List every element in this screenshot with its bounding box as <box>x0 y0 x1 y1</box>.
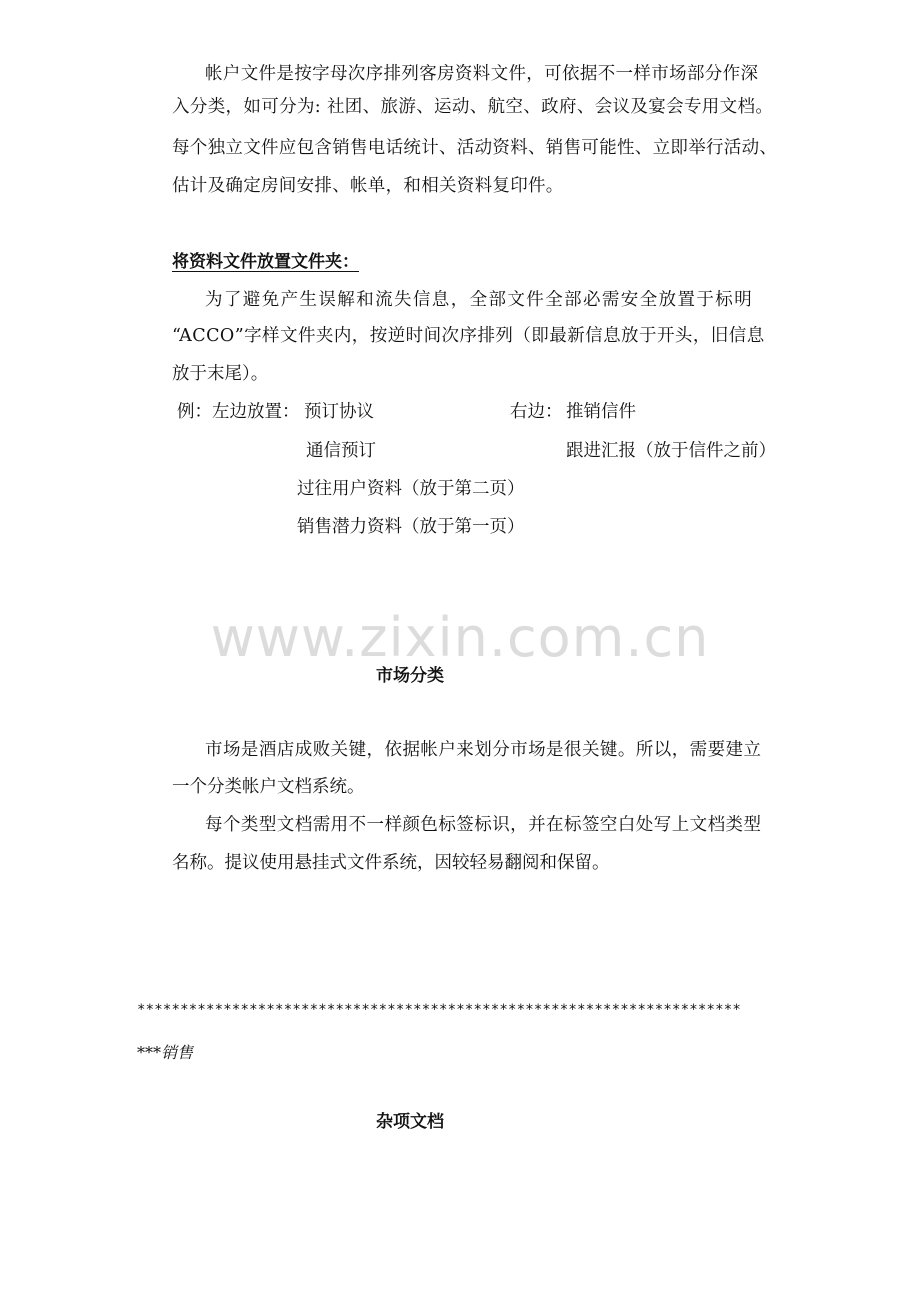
para-account-files-line-2: 入分类，如可分为: 社团、旅游、运动、航空、政府、会议及宴会专用文档。 <box>172 97 774 117</box>
watermark-text: www.zixin.com.cn <box>210 606 710 669</box>
heading-folder-placement: 将资料文件放置文件夹： <box>172 252 359 272</box>
para-folder-line-2: “ACCO”字样文件夹内，按逆时间次序排列（即最新信息放于开头，旧信息 <box>172 326 765 346</box>
para-account-files-line-1: 帐户文件是按字母次序排列客房资料文件，可依据不一样市场部分作深 <box>205 64 759 84</box>
example-prefix: 例：左边放置： <box>177 402 300 422</box>
para-market-line-3: 每个类型文档需用不一样颜色标签标识，并在标签空白处写上文档类型 <box>205 815 762 835</box>
para-market-line-4: 名称。提议使用悬挂式文件系统，因较轻易翻阅和保留。 <box>172 853 610 873</box>
para-market-line-1: 市场是酒店成败关键，依据帐户来划分市场是很关键。所以，需要建立 <box>205 740 762 760</box>
example-right-item: 推销信件 <box>566 402 636 422</box>
divider-tail-sales: ***销售 <box>137 1043 194 1062</box>
example-left-item: 销售潜力资料（放于第一页） <box>297 517 525 537</box>
heading-market-classification: 市场分类 <box>376 666 444 686</box>
example-left-item: 通信预订 <box>306 441 376 461</box>
example-right-label: 右边： <box>510 402 563 422</box>
example-left-item: 预订协议 <box>304 402 374 422</box>
para-account-files-line-3: 每个独立文件应包含销售电话统计、活动资料、销售可能性、立即举行活动、 <box>172 138 778 158</box>
para-folder-line-1: 为了避免产生误解和流失信息，全部文件全部必需安全放置于标明 <box>205 290 754 310</box>
para-folder-line-3: 放于末尾）。 <box>172 364 269 384</box>
heading-misc-documents: 杂项文档 <box>376 1112 444 1132</box>
example-right-item: 跟进汇报（放于信件之前） <box>566 441 776 461</box>
example-left-item: 过往用户资料（放于第二页） <box>297 479 525 499</box>
asterisk-divider: ********************************************************************** <box>137 1002 742 1018</box>
para-market-line-2: 一个分类帐户文档系统。 <box>172 777 365 797</box>
para-account-files-line-4: 估计及确定房间安排、帐单，和相关资料复印件。 <box>172 176 564 196</box>
